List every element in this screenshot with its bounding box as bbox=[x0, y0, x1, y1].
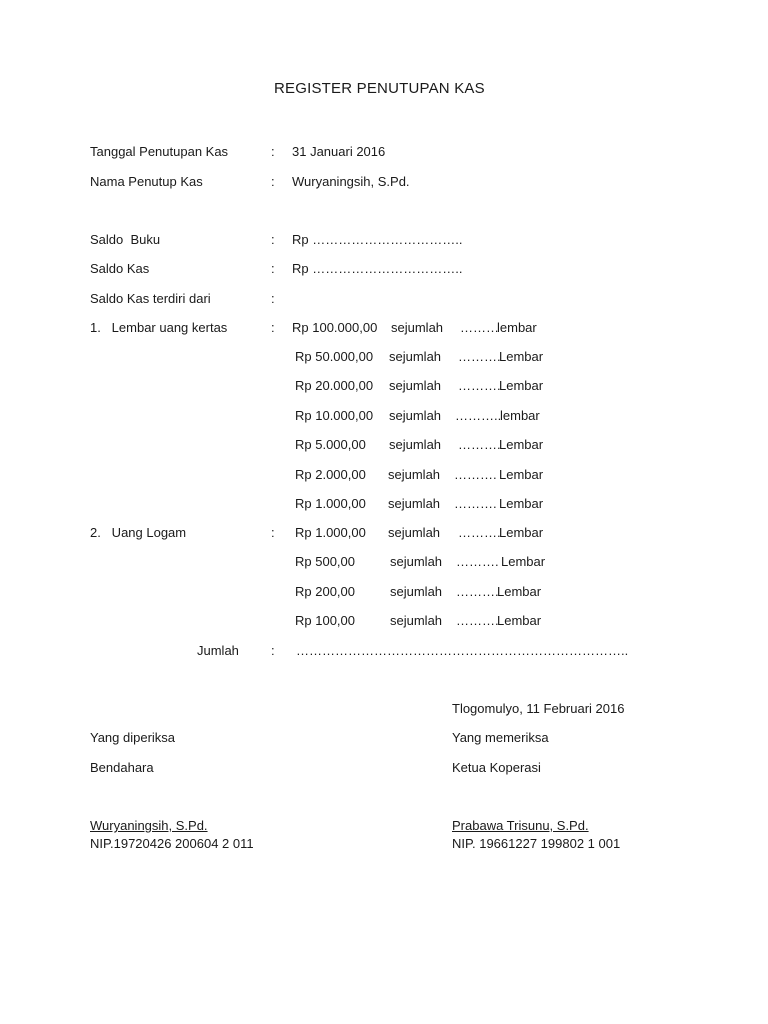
kertas-unit: lembar bbox=[497, 320, 537, 335]
kertas-denom: Rp 50.000,00 bbox=[295, 349, 374, 364]
kertas-unit: Lembar bbox=[499, 467, 544, 482]
kertas-denom: Rp 100.000,00 bbox=[292, 320, 378, 335]
left-signer-name: Wuryaningsih, S.Pd. bbox=[90, 818, 208, 833]
saldo-kas-value: Rp …………………………….. bbox=[292, 261, 463, 276]
colon: : bbox=[271, 261, 275, 276]
colon: : bbox=[271, 174, 275, 189]
tanggal-label: Tanggal Penutupan Kas bbox=[90, 144, 229, 159]
logam-unit: Lembar bbox=[497, 613, 542, 628]
logam-dots: ………. bbox=[456, 584, 499, 599]
kertas-sejumlah: sejumlah bbox=[389, 349, 442, 364]
logam-dots: ………. bbox=[458, 525, 501, 540]
logam-sejumlah: sejumlah bbox=[390, 584, 443, 599]
kertas-sejumlah: sejumlah bbox=[389, 437, 442, 452]
kertas-sejumlah: sejumlah bbox=[389, 378, 442, 393]
jumlah-label: Jumlah bbox=[197, 643, 239, 658]
kertas-sejumlah: sejumlah bbox=[388, 467, 441, 482]
logam-unit: Lembar bbox=[497, 584, 542, 599]
logam-unit: Lembar bbox=[501, 554, 546, 569]
logam-label: 2. Uang Logam bbox=[90, 525, 187, 540]
kertas-label: 1. Lembar uang kertas bbox=[90, 320, 228, 335]
kertas-denom: Rp 5.000,00 bbox=[295, 437, 366, 452]
kertas-dots: ………. bbox=[458, 437, 501, 452]
left-title: Bendahara bbox=[90, 760, 154, 775]
colon: : bbox=[271, 320, 275, 335]
colon: : bbox=[271, 291, 275, 306]
logam-dots: ………. bbox=[456, 554, 499, 569]
kertas-sejumlah: sejumlah bbox=[388, 496, 441, 511]
colon: : bbox=[271, 144, 275, 159]
kertas-dots: ………. bbox=[454, 496, 497, 511]
tanggal-value: 31 Januari 2016 bbox=[292, 144, 386, 159]
logam-denom: Rp 1.000,00 bbox=[295, 525, 366, 540]
nama-label: Nama Penutup Kas bbox=[90, 174, 203, 189]
logam-denom: Rp 100,00 bbox=[295, 613, 355, 628]
logam-sejumlah: sejumlah bbox=[388, 525, 441, 540]
kertas-dots: ………. bbox=[458, 378, 501, 393]
logam-dots: ………. bbox=[456, 613, 499, 628]
kertas-unit: lembar bbox=[500, 408, 540, 423]
saldo-buku-value: Rp …………………………….. bbox=[292, 232, 463, 247]
kertas-dots: ………. bbox=[454, 467, 497, 482]
place-date: Tlogomulyo, 11 Februari 2016 bbox=[452, 701, 625, 716]
kertas-denom: Rp 10.000,00 bbox=[295, 408, 374, 423]
right-role: Yang memeriksa bbox=[452, 730, 549, 745]
right-signer-nip: NIP. 19661227 199802 1 001 bbox=[452, 836, 621, 851]
right-signer-name: Prabawa Trisunu, S.Pd. bbox=[452, 818, 589, 833]
kertas-dots: ………. bbox=[458, 349, 501, 364]
kertas-denom: Rp 20.000,00 bbox=[295, 378, 374, 393]
kertas-denom: Rp 2.000,00 bbox=[295, 467, 366, 482]
nama-value: Wuryaningsih, S.Pd. bbox=[292, 174, 410, 189]
logam-denom: Rp 500,00 bbox=[295, 554, 355, 569]
kertas-unit: Lembar bbox=[499, 378, 544, 393]
logam-sejumlah: sejumlah bbox=[390, 613, 443, 628]
saldo-buku-label: Saldo Buku bbox=[90, 232, 161, 247]
right-title: Ketua Koperasi bbox=[452, 760, 541, 775]
colon: : bbox=[271, 643, 275, 658]
kertas-dots: ……….. bbox=[455, 408, 502, 423]
kertas-unit: Lembar bbox=[499, 437, 544, 452]
saldo-terdiri-label: Saldo Kas terdiri dari bbox=[90, 291, 211, 306]
kertas-unit: Lembar bbox=[499, 496, 544, 511]
kertas-sejumlah: sejumlah bbox=[391, 320, 444, 335]
jumlah-value: ………………………………………………………………….. bbox=[296, 643, 629, 658]
left-signer-nip: NIP.19720426 200604 2 011 bbox=[90, 836, 254, 851]
kertas-denom: Rp 1.000,00 bbox=[295, 496, 366, 511]
logam-denom: Rp 200,00 bbox=[295, 584, 355, 599]
kertas-sejumlah: sejumlah bbox=[389, 408, 442, 423]
left-role: Yang diperiksa bbox=[90, 730, 176, 745]
colon: : bbox=[271, 525, 275, 540]
saldo-kas-label: Saldo Kas bbox=[90, 261, 150, 276]
kertas-unit: Lembar bbox=[499, 349, 544, 364]
logam-unit: Lembar bbox=[499, 525, 544, 540]
kertas-dots: ……… bbox=[460, 320, 499, 335]
logam-sejumlah: sejumlah bbox=[390, 554, 443, 569]
document-title: REGISTER PENUTUPAN KAS bbox=[274, 80, 485, 97]
colon: : bbox=[271, 232, 275, 247]
